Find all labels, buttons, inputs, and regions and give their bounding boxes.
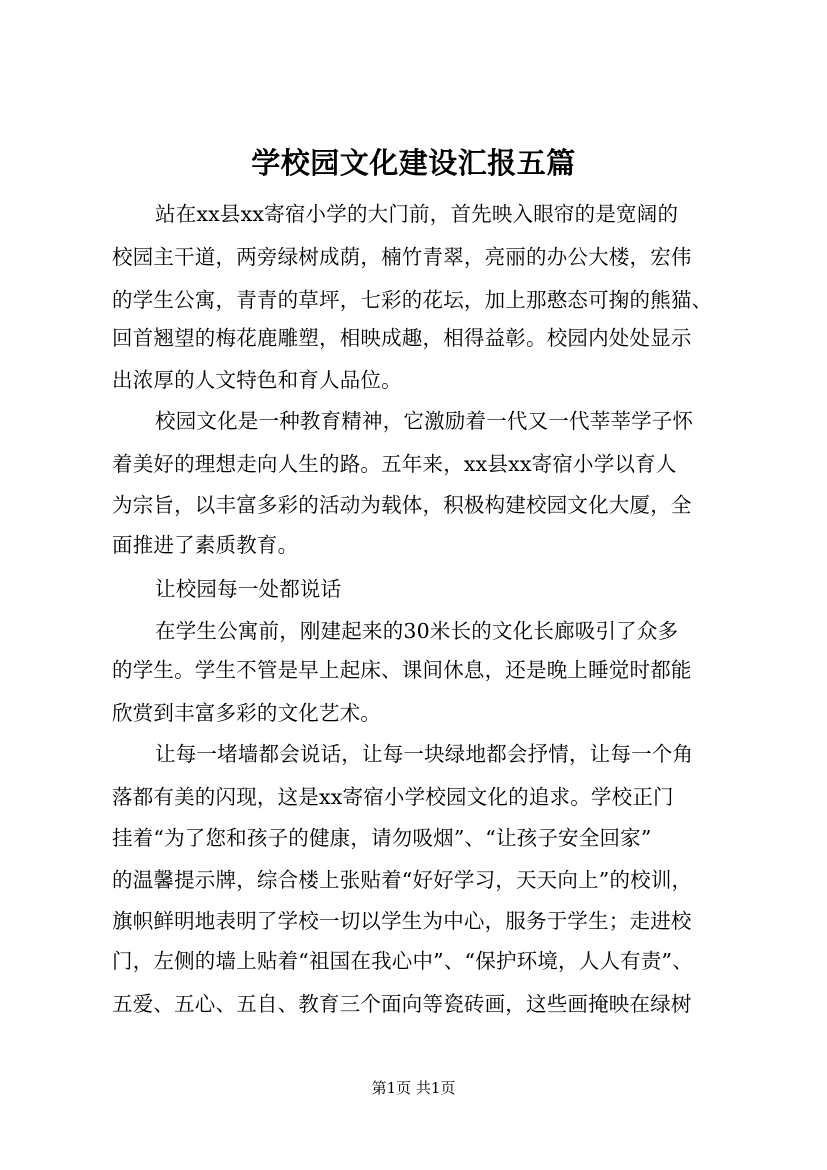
paragraph-line: 欣赏到丰富多彩的文化艺术。 bbox=[112, 701, 382, 725]
section-heading: 让校园每一处都说话 bbox=[155, 577, 342, 601]
paragraph-line: 让每一堵墙都会说话，让每一块绿地都会抒情，让每一个角 bbox=[155, 742, 694, 766]
paragraph-line: 在学生公寓前，刚建起来的30米长的文化长廊吸引了众多 bbox=[155, 619, 679, 643]
paragraph-line: 的学生公寓，青青的草坪，七彩的花坛，加上那憨态可掬的熊猫、 bbox=[112, 288, 713, 312]
paragraph-line: 落都有美的闪现，这是xx寄宿小学校园文化的追求。学校正门 bbox=[112, 785, 674, 809]
page-footer: 第1页 共1页 bbox=[371, 1079, 456, 1097]
paragraph-line: 面推进了素质教育。 bbox=[112, 533, 299, 557]
paragraph-line: 校园主干道，两旁绿树成荫，楠竹青翠，亮丽的办公大楼，宏伟 bbox=[112, 245, 692, 269]
paragraph-line: 五爱、五心、五自、教育三个面向等瓷砖画，这些画掩映在绿树 bbox=[112, 992, 692, 1016]
paragraph-line: 挂着“为了您和孩子的健康，请勿吸烟”、“让孩子安全回家” bbox=[112, 826, 652, 850]
paragraph-line: 站在xx县xx寄宿小学的大门前，首先映入眼帘的是宽阔的 bbox=[155, 202, 679, 226]
paragraph-line: 门，左侧的墙上贴着“祖国在我心中”、“保护环境，人人有责”、 bbox=[112, 949, 693, 973]
paragraph-line: 为宗旨，以丰富多彩的活动为载体，积极构建校园文化大厦，全 bbox=[112, 493, 692, 517]
paragraph-line: 回首翘望的梅花鹿雕塑，相映成趣，相得益彰。校园内处处显示 bbox=[112, 326, 692, 350]
paragraph-line: 出浓厚的人文特色和育人品位。 bbox=[112, 368, 402, 392]
paragraph-line: 的学生。学生不管是早上起床、课间休息，还是晚上睡觉时都能 bbox=[112, 658, 692, 682]
document-title: 学校园文化建设汇报五篇 bbox=[251, 146, 576, 180]
paragraph-line: 校园文化是一种教育精神，它激励着一代又一代莘莘学子怀 bbox=[155, 409, 694, 433]
paragraph-line: 旗帜鲜明地表明了学校一切以学生为中心，服务于学生；走进校 bbox=[112, 909, 692, 933]
paragraph-line: 着美好的理想走向人生的路。五年来，xx县xx寄宿小学以育人 bbox=[112, 452, 677, 476]
paragraph-line: 的温馨提示牌，综合楼上张贴着“好好学习，天天向上”的校训， bbox=[112, 868, 693, 892]
